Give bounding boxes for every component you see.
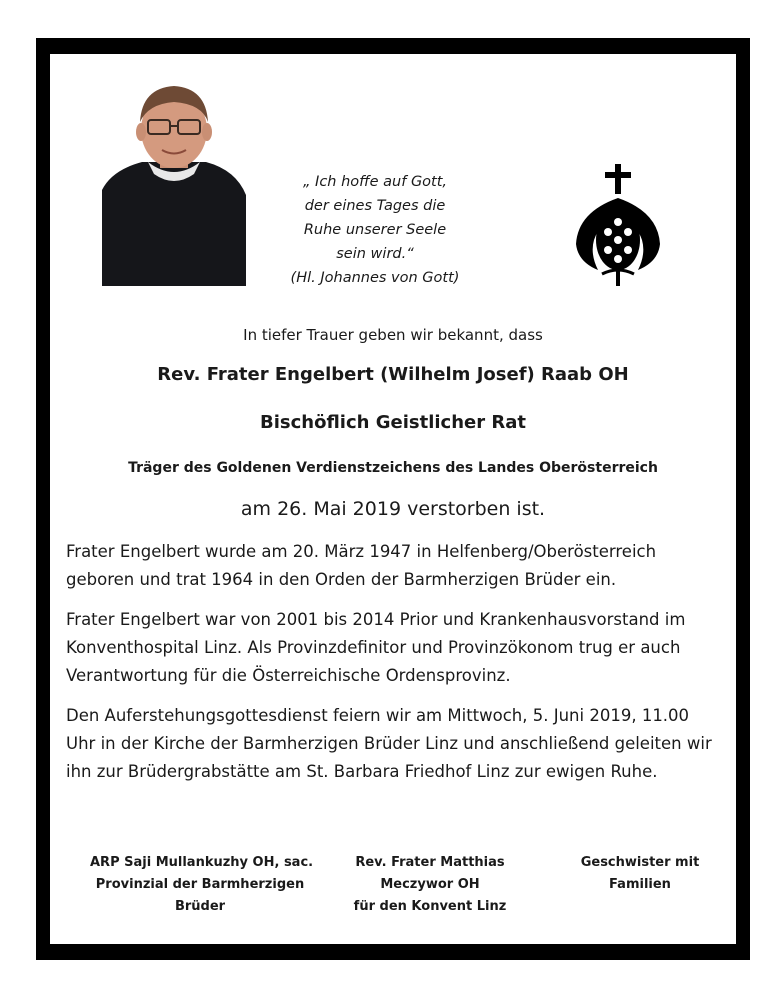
- signature-line: Provinzial der Barmherzigen: [95, 877, 305, 892]
- paragraph-career: Frater Engelbert war von 2001 bis 2014 Prior und Krankenhausvorstand im Konventhospital Linz. Als Provinzdefinitor und Provinzökonom trug er auch Verantwortung für die Österreichische Ordensprovinz.: [66, 610, 686, 685]
- award-text: Träger des Goldenen Verdienstzeichens des Landes Oberösterreich: [128, 460, 658, 476]
- quote-block: [280, 170, 470, 290]
- quote-line: der eines Tages die: [304, 198, 446, 214]
- signature-line: Familien: [609, 877, 671, 892]
- paragraph-biography: Frater Engelbert wurde am 20. März 1947 in Helfenberg/Oberösterreich geboren und trat 1964 in den Orden der Barmherzigen Brüder ein.: [66, 542, 657, 589]
- quote-source: (Hl. Johannes von Gott): [290, 270, 460, 286]
- paragraph-funeral: Den Auferstehungsgottesdienst feiern wir am Mittwoch, 5. Juni 2019, 11.00 Uhr in der Kirche der Barmherzigen Brüder Linz und anschließend geleiten wir ihn zur Brüdergrabstätte am St. Barbara Friedhof Linz zur ewigen Ruhe.: [66, 706, 712, 781]
- quote-line: Ruhe unserer Seele: [303, 222, 447, 238]
- portrait-photo: [102, 70, 246, 286]
- signature-line: Geschwister mit: [580, 855, 700, 870]
- signature-convent: [350, 852, 510, 918]
- signature-family: [550, 852, 730, 896]
- obituary-card: [50, 54, 736, 944]
- signature-line: ARP Saji Mullankuzhy OH, sac.: [90, 855, 314, 870]
- quote-line: sein wird.“: [336, 246, 414, 262]
- deceased-name: Rev. Frater Engelbert (Wilhelm Josef) Raab OH: [157, 364, 629, 385]
- signature-line: Rev. Frater Matthias: [355, 855, 505, 870]
- death-date: am 26. Mai 2019 verstorben ist.: [240, 498, 546, 520]
- obituary-body: [66, 538, 720, 798]
- signature-line: für den Konvent Linz: [353, 899, 507, 914]
- quote-line: „ Ich hoffe auf Gott,: [302, 174, 448, 190]
- order-emblem-pomegranate-cross-icon: [568, 162, 668, 292]
- intro-text: In tiefer Trauer geben wir bekannt, dass: [243, 326, 543, 344]
- signature-line: Meczywor OH: [380, 877, 480, 892]
- honorary-title: Bischöflich Geistlicher Rat: [260, 412, 526, 433]
- signature-line: Brüder: [174, 899, 226, 914]
- signature-provincial: [90, 852, 314, 918]
- black-mourning-border: [36, 38, 750, 960]
